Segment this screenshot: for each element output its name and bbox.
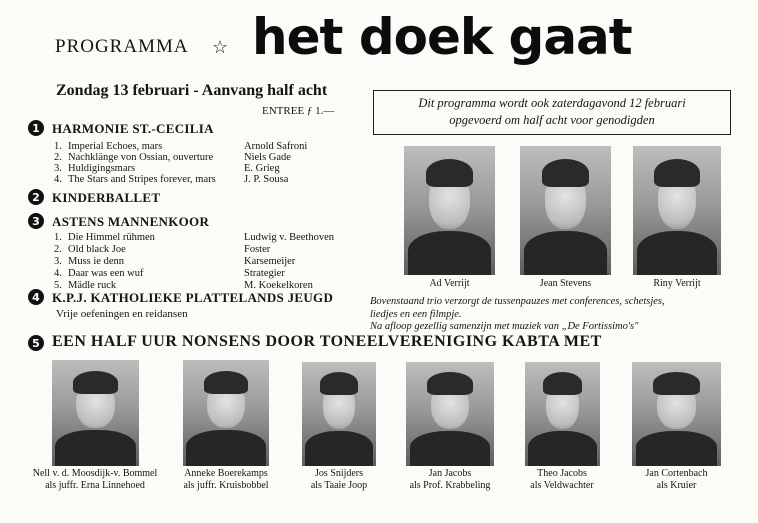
- list-item-piece: Mädle ruck: [68, 280, 117, 291]
- list-item-number: 4.: [54, 174, 62, 185]
- list-item-piece: Muss ie denn: [68, 256, 124, 267]
- portrait-photo-anneke-boerekamps: [183, 360, 269, 466]
- list-item-number: 1.: [54, 141, 62, 152]
- cast-name: Anneke Boerekamps: [184, 468, 268, 479]
- list-item-number: 5.: [54, 280, 62, 291]
- trio-name: Ad Verrijt: [429, 278, 470, 289]
- list-item-composer: Arnold Safroni: [244, 141, 308, 152]
- star-icon: ☆: [212, 37, 229, 57]
- cast-role: als Kruier: [656, 480, 697, 491]
- trio-name: Jean Stevens: [539, 278, 592, 289]
- portrait-photo-ad-verrijt: [404, 146, 495, 275]
- list-item-composer: Niels Gade: [244, 152, 291, 163]
- section-title-kinderballet: KINDERBALLET: [52, 190, 161, 205]
- list-item-piece: Daar was een wuf: [68, 268, 144, 279]
- programma-label: PROGRAMMA: [55, 36, 189, 57]
- portrait-photo-jan-jacobs: [406, 362, 494, 466]
- list-item-piece: The Stars and Stripes forever, mars: [68, 174, 216, 185]
- list-item-composer: Karsemeijer: [244, 256, 296, 267]
- list-item-piece: Old black Joe: [68, 244, 126, 255]
- portrait-photo-nell-moosdijk: [52, 360, 139, 466]
- section-number-5: 5: [28, 335, 44, 351]
- notice-line-2: opgevoerd om half acht voor genodigden: [449, 113, 655, 127]
- entree-price: ENTREE ƒ 1.—: [262, 105, 335, 117]
- portrait-photo-jos-snijders: [302, 362, 376, 466]
- list-item-number: 3.: [54, 256, 62, 267]
- cast-role: als juffr. Kruisbobbel: [183, 480, 269, 491]
- cast-caption: [512, 468, 612, 492]
- trio-description: [370, 296, 665, 334]
- cast-caption: [166, 468, 286, 492]
- cast-role: als juffr. Erna Linnehoed: [45, 480, 145, 491]
- cast-role: als Taaie Joop: [310, 480, 368, 491]
- list-item-composer: Ludwig v. Beethoven: [244, 232, 335, 243]
- cast-caption: [395, 468, 505, 492]
- page-title: het doek gaat: [252, 8, 632, 66]
- list-item-composer: E. Grieg: [244, 163, 280, 174]
- list-item-composer: M. Koekelkoren: [244, 280, 313, 291]
- list-item-number: 1.: [54, 232, 62, 243]
- portrait-photo-jean-stevens: [520, 146, 611, 275]
- cast-name: Jos Snijders: [314, 468, 364, 479]
- list-item-composer: Foster: [244, 244, 271, 255]
- list-item-number: 4.: [54, 268, 62, 279]
- section-title-mannenkoor: ASTENS MANNENKOOR: [52, 214, 210, 229]
- cast-caption: [289, 468, 389, 492]
- list-item-piece: Huldigingsmars: [68, 163, 136, 174]
- cast-caption: [624, 468, 729, 492]
- section-title-kabta: EEN HALF UUR NONSENS DOOR TONEELVERENIGING KABTA MET: [52, 333, 602, 350]
- list-item-piece: Nachklänge von Ossian, ouverture: [68, 152, 214, 163]
- list-item-piece: Die Himmel rühmen: [68, 232, 155, 243]
- notice-line-1: Dit programma wordt ook zaterdagavond 12 februari: [418, 96, 686, 110]
- section-number-4: 4: [28, 289, 44, 305]
- notice-box: [373, 90, 731, 135]
- date-line: Zondag 13 februari - Aanvang half acht: [56, 82, 328, 99]
- cast-name: Jan Cortenbach: [645, 468, 708, 479]
- cast-name: Jan Jacobs: [428, 468, 472, 479]
- list-item-number: 2.: [54, 244, 62, 255]
- section-number-3: 3: [28, 213, 44, 229]
- section-title-harmonie: HARMONIE ST.-CECILIA: [52, 121, 214, 136]
- list-item-composer: Strategier: [244, 268, 285, 279]
- trio-name: Riny Verrijt: [653, 278, 701, 289]
- list-item-number: 3.: [54, 163, 62, 174]
- cast-name: Theo Jacobs: [537, 468, 587, 479]
- trio-description-line-1: Bovenstaand trio verzorgt de tussenpauzes met conferences, schetsjes,: [370, 296, 665, 307]
- trio-description-line-2: liedjes en een filmpje.: [370, 308, 462, 320]
- section-subtitle-kpj: Vrije oefeningen en reidansen: [56, 308, 188, 320]
- section-number-2: 2: [28, 189, 44, 205]
- cast-role: als Veldwachter: [530, 480, 594, 491]
- list-item-piece: Imperial Echoes, mars: [68, 141, 163, 152]
- portrait-photo-theo-jacobs: [525, 362, 600, 466]
- portrait-photo-jan-cortenbach: [632, 362, 721, 466]
- trio-description-line-3: Na afloop gezellig samenzijn met muziek van „De Fortissimo's": [370, 321, 639, 332]
- cast-name: Nell v. d. Moosdijk-v. Bommel: [32, 468, 158, 479]
- portrait-photo-riny-verrijt: [633, 146, 721, 275]
- list-item-composer: J. P. Sousa: [244, 174, 289, 185]
- list-item-number: 2.: [54, 152, 62, 163]
- cast-caption: [6, 468, 184, 492]
- section-number-1: 1: [28, 120, 44, 136]
- section-title-kpj: K.P.J. KATHOLIEKE PLATTELANDS JEUGD: [52, 290, 334, 305]
- cast-role: als Prof. Krabbeling: [409, 480, 491, 491]
